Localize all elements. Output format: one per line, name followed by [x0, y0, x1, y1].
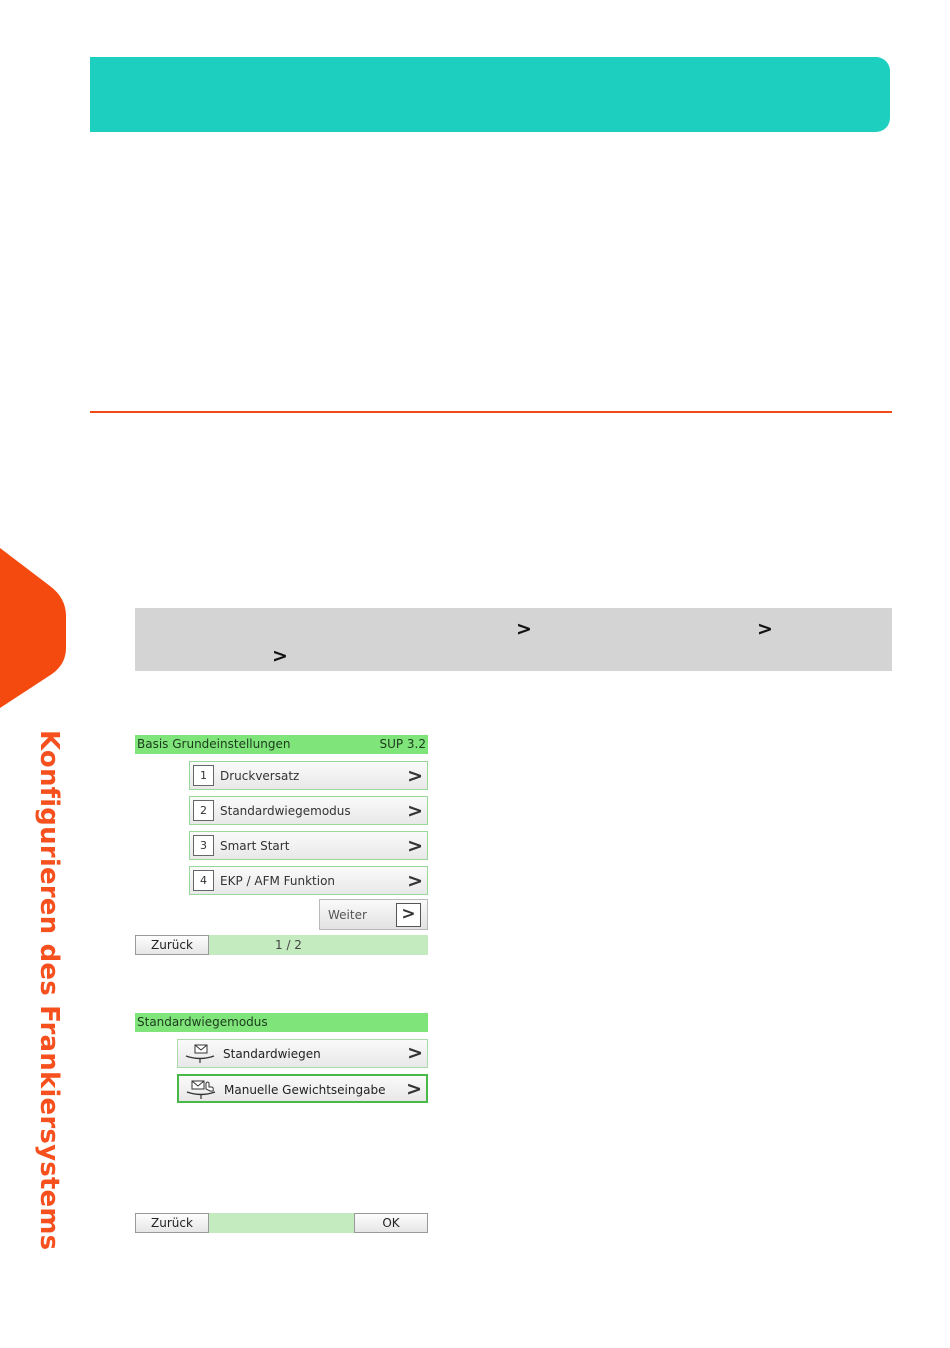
- item-label: Druckversatz: [220, 769, 300, 783]
- item-label: Standardwiegemodus: [220, 804, 351, 818]
- ok-button[interactable]: OK: [354, 1213, 428, 1233]
- side-title: Konfigurieren des Frankiersystems: [34, 730, 64, 1251]
- item-number: 3: [193, 835, 214, 856]
- page-indicator: 1 / 2: [275, 938, 302, 952]
- menu-item-ekp-afm[interactable]: [189, 866, 428, 895]
- chevron-right-icon: >: [407, 765, 423, 787]
- scale-envelope-icon: [184, 1043, 216, 1065]
- path-separator: >: [757, 618, 773, 640]
- screen-basic-settings: [135, 735, 428, 955]
- screen-weighing-mode: [135, 1013, 428, 1233]
- menu-item-standardwiegemodus[interactable]: [189, 796, 428, 825]
- chevron-right-icon: >: [407, 835, 423, 857]
- item-number: 4: [193, 870, 214, 891]
- manual-weight-icon: [185, 1079, 217, 1101]
- item-label: Smart Start: [220, 839, 290, 853]
- screen-code: SUP 3.2: [379, 737, 426, 751]
- item-number: 1: [193, 765, 214, 786]
- screen-footer: [135, 935, 428, 955]
- chevron-right-icon: >: [396, 903, 421, 927]
- header-bar: [90, 57, 890, 132]
- chevron-right-icon: >: [407, 1042, 423, 1064]
- back-button[interactable]: Zurück: [135, 1213, 209, 1233]
- section-divider: [90, 411, 892, 413]
- item-label: EKP / AFM Funktion: [220, 874, 336, 888]
- menu-item-smart-start[interactable]: [189, 831, 428, 860]
- chevron-right-icon: >: [407, 870, 423, 892]
- back-button[interactable]: Zurück: [135, 935, 209, 955]
- navigation-path-box: [135, 608, 892, 671]
- side-tab-marker: [0, 548, 66, 708]
- item-number: 2: [193, 800, 214, 821]
- option-manual-weight[interactable]: [177, 1074, 428, 1103]
- screen-footer: [135, 1213, 428, 1233]
- option-standard-weighing[interactable]: [177, 1039, 428, 1068]
- chevron-right-icon: >: [406, 1078, 422, 1100]
- chevron-right-icon: >: [407, 800, 423, 822]
- screen-title: Standardwiegemodus: [135, 1013, 428, 1032]
- path-separator: >: [516, 618, 532, 640]
- option-label: Standardwiegen: [223, 1047, 321, 1061]
- screen-title: Basis Grundeinstellungen SUP 3.2: [135, 735, 428, 754]
- path-separator: >: [272, 645, 288, 667]
- next-button[interactable]: Weiter >: [319, 899, 428, 930]
- menu-item-druckversatz[interactable]: [189, 761, 428, 790]
- option-label: Manuelle Gewichtseingabe: [224, 1083, 386, 1097]
